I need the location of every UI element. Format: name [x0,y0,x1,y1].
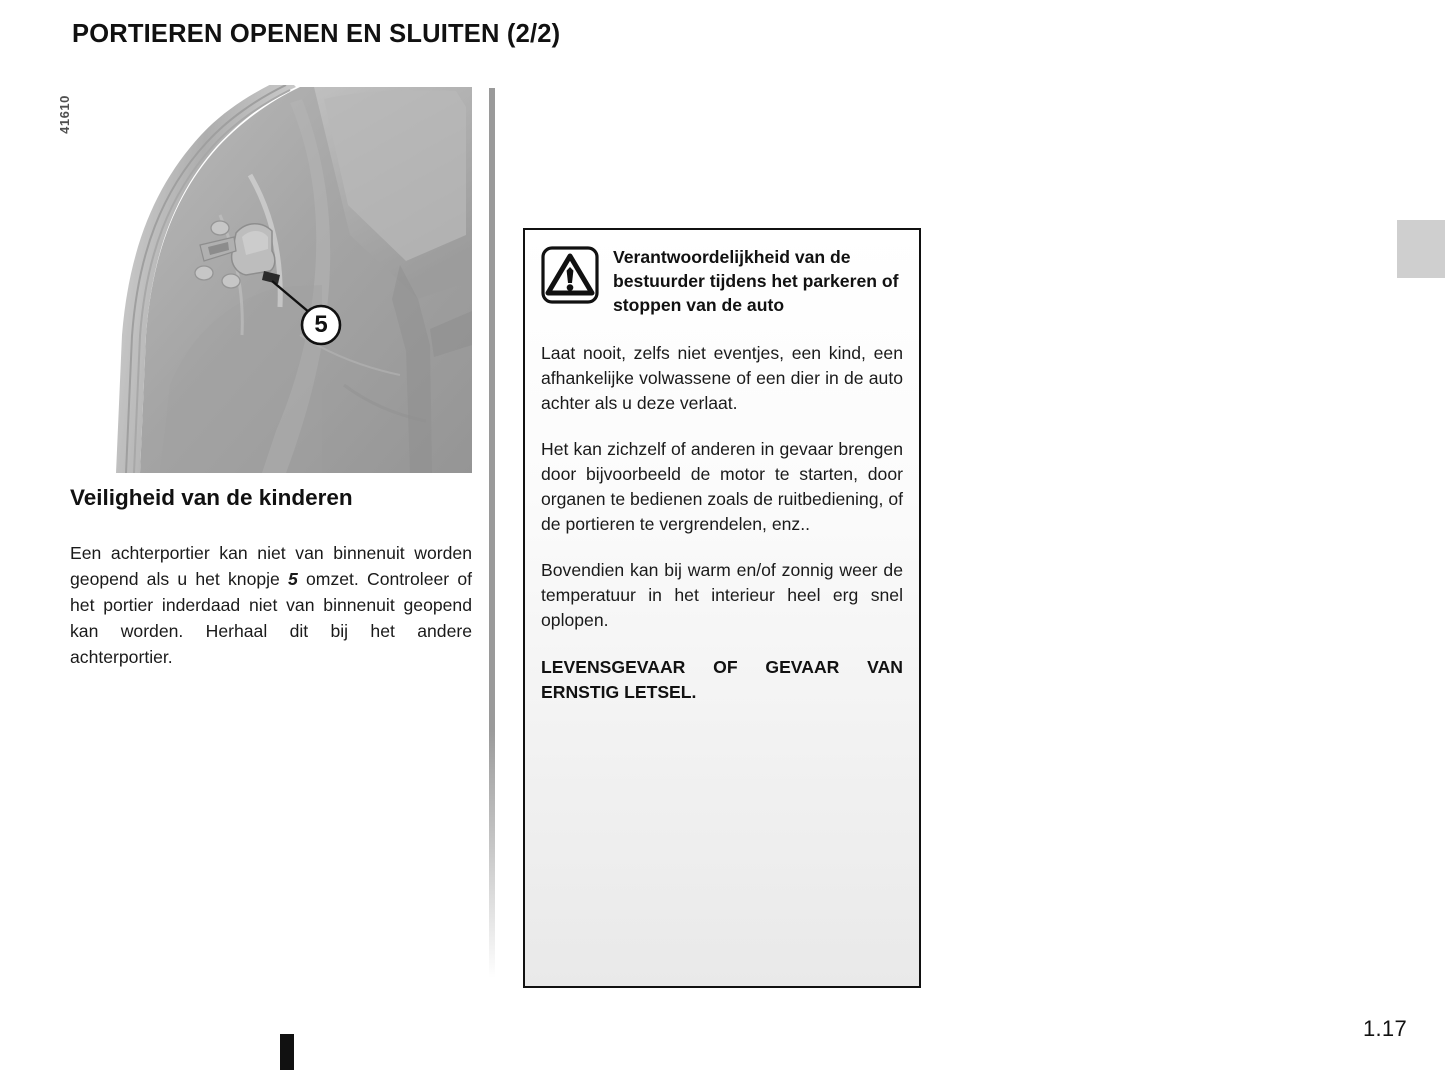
warning-triangle-icon [541,246,599,304]
paragraph-emphasis-5: 5 [288,568,298,589]
car-door-child-lock-photo [100,85,472,473]
page-number: 1.17 [1362,1016,1407,1041]
warning-paragraph-2: Het kan zichzelf of anderen in gevaar brengen door bijvoorbeeld de motor te starten, door organen te bedienen zoals de ruitbediening, of de portieren te vergrendelen, enz.. [541,439,903,534]
figure-id-label: 41610 [56,95,72,134]
warning-box [523,228,921,988]
figure [56,85,472,477]
left-column-paragraph [70,540,472,670]
column-divider-rule [489,88,495,978]
warning-paragraph-3: Bovendien kan bij warm en/of zonnig weer de temperatuur in het interieur heel erg snel oplopen. [541,560,903,630]
left-column [56,85,473,667]
bottom-registration-mark [280,1034,294,1070]
warning-paragraph-1: Laat nooit, zelfs niet eventjes, een kind, een afhankelijke volwassene of een dier in de auto achter als u deze verlaat. [541,343,903,413]
paragraph-text-part2: omzet. Controleer of het portier inderdaad niet van binnenuit geopend kan worden. Herhaal dit bij het andere achterportier. [70,568,473,667]
paragraph-text-part1: Een achterportier kan niet van binnenuit worden geopend als u het knopje [70,542,472,589]
warning-heading: Verantwoordelijkheid van de bestuurder tijdens het parkeren of stoppen van de auto [613,247,899,315]
page-title: PORTIEREN OPENEN EN SLUITEN (2/2) [72,20,561,48]
warning-conclusion: LEVENSGEVAAR OF GEVAAR VAN ERNSTIG LETSEL. [541,657,903,702]
figure-callout-5: 5 [314,311,328,338]
warning-box-header [541,244,903,317]
edge-section-tab [1397,220,1445,278]
section-heading: Veiligheid van de kinderen [70,485,353,510]
